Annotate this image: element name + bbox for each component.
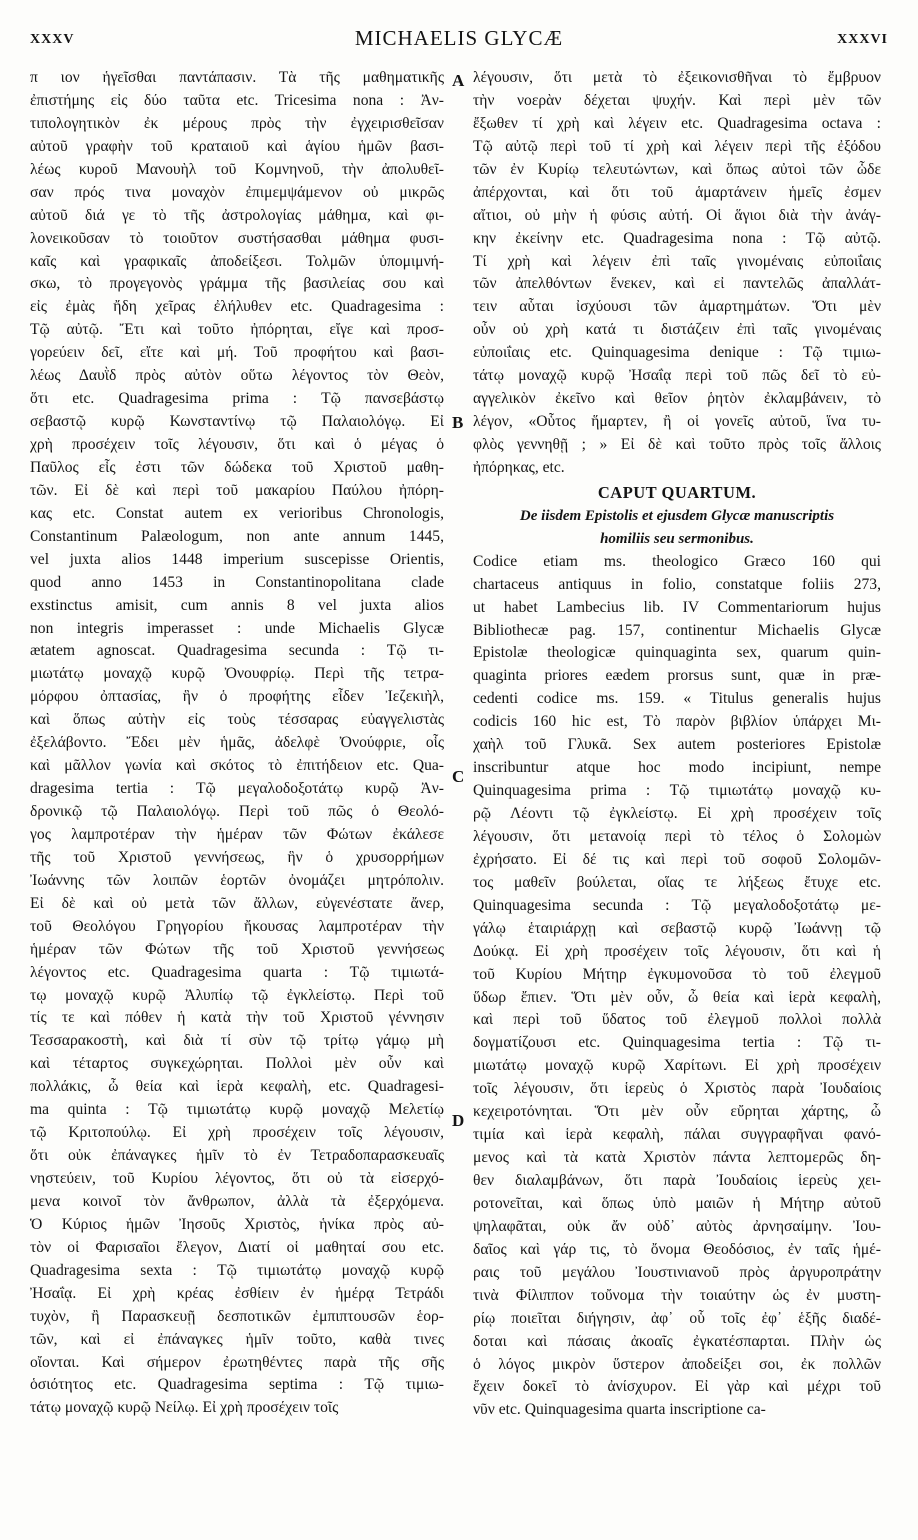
text-line: ἔξωθεν τί χρὴ καὶ λέγειν etc. Quadragesima octava : [473, 114, 881, 132]
text-line: Quadragesima sexta : Τῷ τιμιωτάτῳ μοναχῷ κυρῷ [30, 1261, 444, 1279]
text-line: Τῷ αὐτῷ περὶ τοῦ τί χρὴ καὶ λέγειν περὶ τῆς ἐξόδου [473, 137, 881, 155]
text-line: λέως Δαυῒδ πρὸς αὐτὸν οὕτω λέγοντος τὸν Θεὸν, [30, 367, 444, 385]
text-line: τῆς τοῦ Χριστοῦ γεννήσεως, ἣν ὁ χρυσορρήμων [30, 848, 444, 866]
page-title: MICHAELIS GLYCÆ [354, 26, 564, 50]
text-line: λέως κυροῦ Μανουὴλ τοῦ Κομνηνοῦ, τὴν ἀπολυθεῖ- [30, 160, 444, 178]
text-line: τινὰ Φίλιππον τοὔνομα τὴν τοιαύτην ὡς ἐν μυστη- [473, 1286, 881, 1304]
text-line: ἐπιστήμης εἰς δύο ταῦτα etc. Tricesima nona : Ἀν- [30, 91, 444, 109]
section-subtitle-line-2: homiliis seu sermonibus. [600, 530, 754, 547]
text-line: ψηλαφᾶται, οὐκ ἄν οὐδ᾽ αὐτὸς ἀρνησαίμην. Ἰου- [473, 1217, 881, 1235]
text-line: τῶν ἐν Κυρίῳ τελευτώντων, καὶ ὅπως αὐτοὶ τῶν ὧδε [473, 160, 881, 178]
text-line: quod anno 1453 in Constantinopolitana clade [30, 573, 444, 591]
left-column [30, 67, 444, 1420]
text-line: λέγοντος etc. Quadragesima quarta : Τῷ τιμιωτά- [30, 963, 444, 981]
text-line: exstinctus amisit, cum annis 8 vel juxta alios [30, 596, 444, 614]
section-subtitle-line-1: De iisdem Epistolis et ejusdem Glycæ manuscriptis [519, 507, 835, 524]
text-line: Ἰωάννης τῶν λοιπῶν ἑορτῶν ὀνομάζει μητρόπολιν. [30, 871, 444, 889]
right-column-bottom-text [473, 551, 881, 1423]
text-line: οἴονται. Καὶ σήμερον ἐρωτηθέντες παρὰ τῆς σῆς [30, 1353, 444, 1371]
text-line: κας etc. Constat autem ex verioribus Chronologis, [30, 504, 444, 522]
text-line: τῶν ἀπελθόντων ἕνεκεν, καὶ εἰ παντελῶς ἀπαλλάτ- [473, 275, 881, 293]
text-line: τυχὸν, ἢ Παρασκευῇ δεσποτικῶν ἐμπιπτουσῶν ἑορ- [30, 1307, 444, 1325]
text-line: ρίῳ ποιεῖται διήγησιν, ἀφ᾽ οὗ τοῖς ἐφ᾽ ἑξῆς διαδέ- [473, 1309, 881, 1327]
text-line: κην ἐκείνην etc. Quadragesima nona : Τῷ αὐτῷ. [473, 229, 881, 247]
text-line: Εἰ δὲ καὶ οὐ μετὰ τῶν ἄλλων, εὐγενέστατε ἄνερ, [30, 894, 444, 912]
text-line: εὐποιΐαις etc. Quinquagesima denique : Τῷ τιμιω- [473, 344, 881, 362]
text-line: τειν αὗται ἰσχύουσι τῶν ἁμαρτημάτων. Ὅτι μὲν [473, 298, 881, 316]
text-line: Epistolæ theologicæ quinquaginta sex, quarum quin- [473, 644, 881, 662]
text-line: γάλῳ ἑταιριάρχῃ καὶ σεβαστῷ κυρῷ Ἰωάννῃ τῷ [473, 919, 881, 937]
text-line: χαὴλ τοῦ Γλυκᾶ. Sex autem posteriores Epistolæ [473, 736, 881, 754]
text-line: codicis 160 hic est, Τὸ παρὸν βιβλίον ὑπάρχει Μι- [473, 713, 881, 731]
text-line: σαν πρός τινα μοναχὸν ἐπιμεμψάμενον οὐ μικρῶς [30, 183, 444, 201]
text-line: γορεύειν δεῖ, εἴτε καὶ μή. Τοῦ προφήτου καὶ βασι- [30, 344, 444, 362]
text-line: Bibliothecæ pag. 157, continentur Michaelis Glycæ [473, 621, 881, 639]
text-line: τιπολογητικὸν ἐκ μέρους πρὸς τὴν ἐγχειρισθεῖσαν [30, 114, 444, 132]
margin-letter-c: C [452, 767, 465, 786]
text-line: Τί χρὴ καὶ λέγειν ἐπὶ ταῖς γινομέναις εὐποιΐαις [473, 252, 881, 270]
text-line: ἐχρήσατο. Εἰ δέ τις καὶ περὶ τοῦ σοφοῦ Σολομῶν- [473, 850, 881, 868]
text-line: τάτῳ μοναχῷ κυρῷ Ἠσαΐᾳ περὶ τοῦ πῶς δεῖ τὸ εὐ- [473, 367, 881, 385]
text-line: Ἠσαΐᾳ. Εἰ χρὴ κρέας ἐσθίειν ἐν ἡμέρᾳ Τετράδι [30, 1284, 444, 1302]
text-line: δαῖος καὶ γάρ τις, τὸ ὄνομα Θεοδόσιος, ἐν ταῖς ἡμέ- [473, 1240, 881, 1258]
text-line: τῶν. Εἰ δὲ καὶ περὶ τοῦ μακαρίου Παύλου ἠπόρη- [30, 481, 444, 499]
text-line: ραις τοῦ μεγάλου Ἰουστινιανοῦ πρὸς ἀργυροπράτην [473, 1263, 881, 1281]
text-line: τίς τε καὶ πόθεν ἡ κατὰ τὴν τοῦ Χριστοῦ γέννησιν [30, 1009, 444, 1027]
section-heading: CAPUT QUARTUM. [597, 482, 757, 502]
text-line: νηστεύειν, τοῦ Κυρίου λέγοντος, ὅτι οὐ τὰ εἰσερχό- [30, 1170, 444, 1187]
text-line: ὁσιότητος etc. Quadragesima septima : Τῷ τιμιω- [30, 1376, 444, 1394]
text-line: ὕδωρ ἔπιεν. Ὅτι μὲν οὖν, ὦ θεία καὶ ἱερὰ κεφαλὴ, [473, 988, 881, 1006]
text-line: καὶ περὶ τοῦ ὕδατος τοῦ ἐλεγμοῦ πολλοὶ πολλὰ [473, 1011, 881, 1029]
text-line: cedenti codice ms. 159. « Titulus generalis hujus [473, 690, 881, 708]
text-line: θεν διαλαμβάνων, ὅτι παρὰ Ἰουδαίοις ἱερεὺς χει- [473, 1172, 881, 1189]
text-line: κεχειροτόνηται. Ὅτι μὲν οὖν εὔρηται χάρτης, ὦ [473, 1103, 881, 1121]
text-line: non integris imperasset : unde Michaelis Glycæ [30, 619, 444, 637]
text-line: chartaceus antiquus in folio, constatque foliis 273, [473, 575, 881, 593]
text-line: ὅτι etc. Quadragesima prima : Τῷ πανσεβάστῳ [30, 390, 444, 408]
text-line: ἔχειν δοκεῖ τὸ ἀνίσχυρον. Εἰ γὰρ καὶ μέχρι τοῦ [473, 1378, 881, 1396]
text-line: μιωτάτῳ μοναχῷ κυρῷ Ὀνουφρίῳ. Περὶ τῆς τετρα- [30, 665, 444, 683]
right-column-top-text [473, 67, 881, 480]
text-line: εἰς ἐμὰς ἤδη χεῖρας ἐλήλυθεν etc. Quadragesima : [30, 298, 444, 316]
text-line: τῷ Κριτοπούλῳ. Εἰ χρὴ προσέχειν τοῖς λέγουσιν, [30, 1124, 444, 1142]
text-line: ὁ λόγος μικρὸν ὕστερον ἀποδείξει σοι, ἐκ πολλῶν [473, 1355, 881, 1373]
text-line: τιμία καὶ ἱερὰ κεφαλὴ, πάλαι συγγραφῆναι φανό- [473, 1126, 881, 1144]
text-line: Quinquagesima prima : Τῷ τιμιωτάτῳ μοναχῷ κυ- [473, 782, 881, 800]
text-line: δοται καὶ πάσαις ἀκοαῖς ἐγκατέσπαρται. Πλὴν ὡς [473, 1332, 881, 1350]
margin-letter-b: B [452, 413, 464, 432]
text-line: μενος καὶ τὰ κατὰ Χριστὸν πάντα λεπτομερῶς δη- [473, 1149, 881, 1167]
running-header [30, 26, 888, 54]
text-line: αγγελικὸν ἐκεῖνο καὶ θεῖον ῥητὸν ἐκλαμβάνειν, τὸ [473, 390, 881, 408]
margin-letter-d: D [452, 1111, 465, 1130]
text-line: φλὸς γεννηθῇ ; » Εἰ δὲ καὶ τοῦτο πρὸς τοῖς ἄλλοις [473, 436, 881, 453]
text-line: ut habet Lambecius lib. IV Commentariorum hujus [473, 598, 881, 616]
margin-letter-a: A [452, 71, 465, 90]
text-line: τοῦ Κυρίου Μήτηρ ἐγκυμονοῦσα τὸ τοῦ ἐλεγμοῦ [473, 965, 881, 983]
text-line: λέγουσιν, ὅτι μετανοίᾳ περὶ τὸ τέλος ὁ Σολομὼν [473, 827, 881, 845]
text-line: λονεικοῦσαν τὸ τοιοῦτον συστήσασθαι μάθημα φυσι- [30, 229, 444, 247]
text-line: ροτονεῖται, καὶ ὅπως ὑπὸ μαιῶν ἡ Μήτηρ αὐτοῦ [473, 1194, 881, 1212]
column-number-right: XXXVI [837, 32, 888, 47]
text-line: τὴν νοερὰν δέχεται ψυχήν. Καὶ περὶ μὲν τῶν [473, 91, 881, 109]
column-number-left: XXXV [30, 32, 75, 47]
text-line: Quinquagesima secunda : Τῷ μεγαλοδοξοτάτῳ με- [473, 896, 881, 914]
text-line: π ιον ἡγεῖσθαι παντάπασιν. Τὰ τῆς μαθηματικῆς [30, 69, 444, 86]
text-line: Τεσσαρακοστὴ, καὶ διὰ τί σὺν τῷ τρίτῳ γάμῳ μὴ [30, 1032, 444, 1050]
text-line: dragesima tertia : Τῷ μεγαλοδοξοτάτῳ κυρῷ Ἀν- [30, 780, 444, 798]
text-line: αἴτιοι, οὐ μὴν ἡ φύσις αὐτή. Οἱ ἅγιοι διὰ τὴν ἀνάγ- [473, 206, 881, 224]
text-line: τάτῳ μοναχῷ κυρῷ Νείλῳ. Εἰ χρὴ προσέχειν τοῖς [30, 1399, 339, 1417]
text-line: τοῦ Θεολόγου Γρηγορίου ἤκουσας λαμπροτέραν τὴν [30, 917, 444, 935]
text-line: τος μαθεῖν βούλεται, οἵας τε λήξεως ἔτυχε etc. [473, 873, 881, 891]
text-line: μιωτάτῳ μοναχῷ κυρῷ Χαρίτωνι. Εἰ χρὴ προσέχειν [473, 1057, 881, 1075]
text-line: αὐτοῦ γραφὴν τοῦ κραταιοῦ καὶ ἁγίου ἡμῶν βασι- [30, 137, 444, 155]
text-line: καὶ ὅπως αὐτὴν εἰς τοὺς τέσσαρας εὐαγγελιστὰς [30, 711, 444, 729]
text-line: σεβαστῷ κυρῷ Κωνσταντίνῳ τῷ Παλαιολόγῳ. Εἰ [30, 413, 444, 431]
text-line: inscribuntur atque hoc modo incipiunt, nempe [473, 759, 881, 777]
text-line: σκω, τὸ προγεγονὸς γράμμα τῆς βασιλείας σου καὶ [30, 275, 444, 293]
text-line: χρὴ προσέχειν τοῖς λέγουσιν, ὅτι καὶ ὁ μέγας ὁ [30, 436, 444, 453]
text-line: καὶ μᾶλλον γωνία καὶ σκότος τὸ ἐπιτήδειον etc. Qua- [30, 757, 444, 775]
text-line: τὸν οἱ Φαρισαῖοι ἔλεγον, Διατί οἱ μαθηταί σου etc. [30, 1238, 444, 1256]
text-line: τῶν, καὶ εἰ ἐπάναγκες ἡμῖν τοῦτο, καθὰ τινες [30, 1330, 444, 1348]
text-line: δρονικῷ τῷ Παλαιολόγῳ. Περὶ τοῦ πῶς ὁ Θεολό- [30, 803, 444, 820]
text-line: καῖς καὶ γραφικαῖς ἀποδείξεσι. Τολμῶν ὑπομιμνή- [30, 252, 444, 270]
text-line: ἀπέρχονται, καὶ ὅτι τοῦ ἁμαρτάνειν ἡμεῖς ἐσμεν [473, 183, 881, 201]
text-line: ἐξελάβοντο. Ἔδει μὲν ἡμᾶς, ἀδελφὲ Ὀνούφριε, οἷς [30, 734, 444, 752]
text-line: μόρφου ὀπτασίας, ἣν ὁ προφήτης εἶδεν Ἰεζεκιὴλ, [30, 688, 444, 706]
text-line: Constantinum Palæologum, non ante annum 1445, [30, 527, 444, 545]
text-line: μενα κοινοῖ τὸν ἄνθρωπον, ἀλλὰ τὰ ἐξερχόμενα. [30, 1192, 444, 1210]
text-line: Ὁ Κύριος ἡμῶν Ἰησοῦς Χριστὸς, ἡνίκα πρὸς αὐ- [30, 1215, 444, 1233]
text-line: καὶ τέταρτος συγκεχώρηται. Πολλοὶ μὲν οὖν καὶ [30, 1055, 444, 1073]
text-line: Τῷ αὐτῷ. Ἔτι καὶ τοῦτο ἠπόρηται, εἴγε καὶ προσ- [30, 321, 444, 339]
text-line: οὖν οὐ χρὴ κατά τι διστάζειν ἐπὶ ταῖς γινομέναις [473, 321, 881, 339]
text-line: vel juxta alios 1448 imperium suscepisse Orientis, [30, 550, 444, 568]
text-line: quaginta priores eædem prorsus sunt, quæ in præ- [473, 667, 881, 685]
text-line: Παῦλος εἷς ἐστι τῶν δώδεκα τοῦ Χριστοῦ μαθη- [30, 458, 444, 476]
text-line: τῳ μοναχῷ κυρῷ Ἀλυπίῳ τῷ ἐγκλείστῳ. Περὶ τοῦ [30, 986, 444, 1004]
text-line: λέγουσιν, ὅτι μετὰ τὸ ἐξεικονισθῆναι τὸ ἔμβρυον [473, 69, 881, 86]
text-line: γος λαμπροτέραν τὴν ἡμέραν τῶν Φώτων ἐκάλεσε [30, 825, 444, 843]
text-line: λέγον, «Οὗτος ἥμαρτεν, ἢ οἱ γονεῖς αὐτοῦ, ἵνα τυ- [473, 413, 881, 431]
text-line: πολλάκις, ὦ θεία καὶ ἱερὰ κεφαλὴ, etc. Quadragesi- [30, 1078, 444, 1096]
text-line: αὐτοῦ διά γε τὸ τῆς ἀστρολογίας μάθημα, καὶ φι- [30, 206, 444, 224]
text-line: νῦν etc. Quinquagesima quarta inscriptione ca- [473, 1401, 766, 1419]
text-line: ὅτι οὐκ ἐπάναγκες ἡμῖν τὸ ἐν Τετραδοπαρασκευαῖς [30, 1147, 444, 1165]
text-line: ma quinta : Τῷ τιμιωτάτῳ κυρῷ μοναχῷ Μελετίῳ [30, 1101, 444, 1119]
text-line: ætatem agnoscat. Quadragesima secunda : Τῷ τι- [30, 642, 444, 660]
text-line: τοῖς λέγουσιν, ὅτι ἱερεὺς ὁ Χριστὸς παρὰ Ἰουδαίοις [473, 1080, 881, 1098]
text-line: Δούκᾳ. Εἰ χρὴ προσέχειν τοῖς λέγουσιν, ὅτι καὶ ἡ [473, 942, 881, 960]
text-line: ρῷ Λέοντι τῷ ἐγκλείστῳ. Εἰ χρὴ προσέχειν τοῖς [473, 805, 881, 822]
text-line: δογματίζουσι etc. Quinquagesima tertia : Τῷ τι- [473, 1034, 881, 1052]
text-line: ἠπόρηκας, etc. [473, 458, 565, 476]
text-line: ἡμέραν τῶν Φώτων τῆς τοῦ Χριστοῦ γεννήσεως [30, 940, 444, 958]
text-line: Codice etiam ms. theologico Græco 160 qui [473, 552, 881, 570]
right-column [473, 67, 881, 1422]
